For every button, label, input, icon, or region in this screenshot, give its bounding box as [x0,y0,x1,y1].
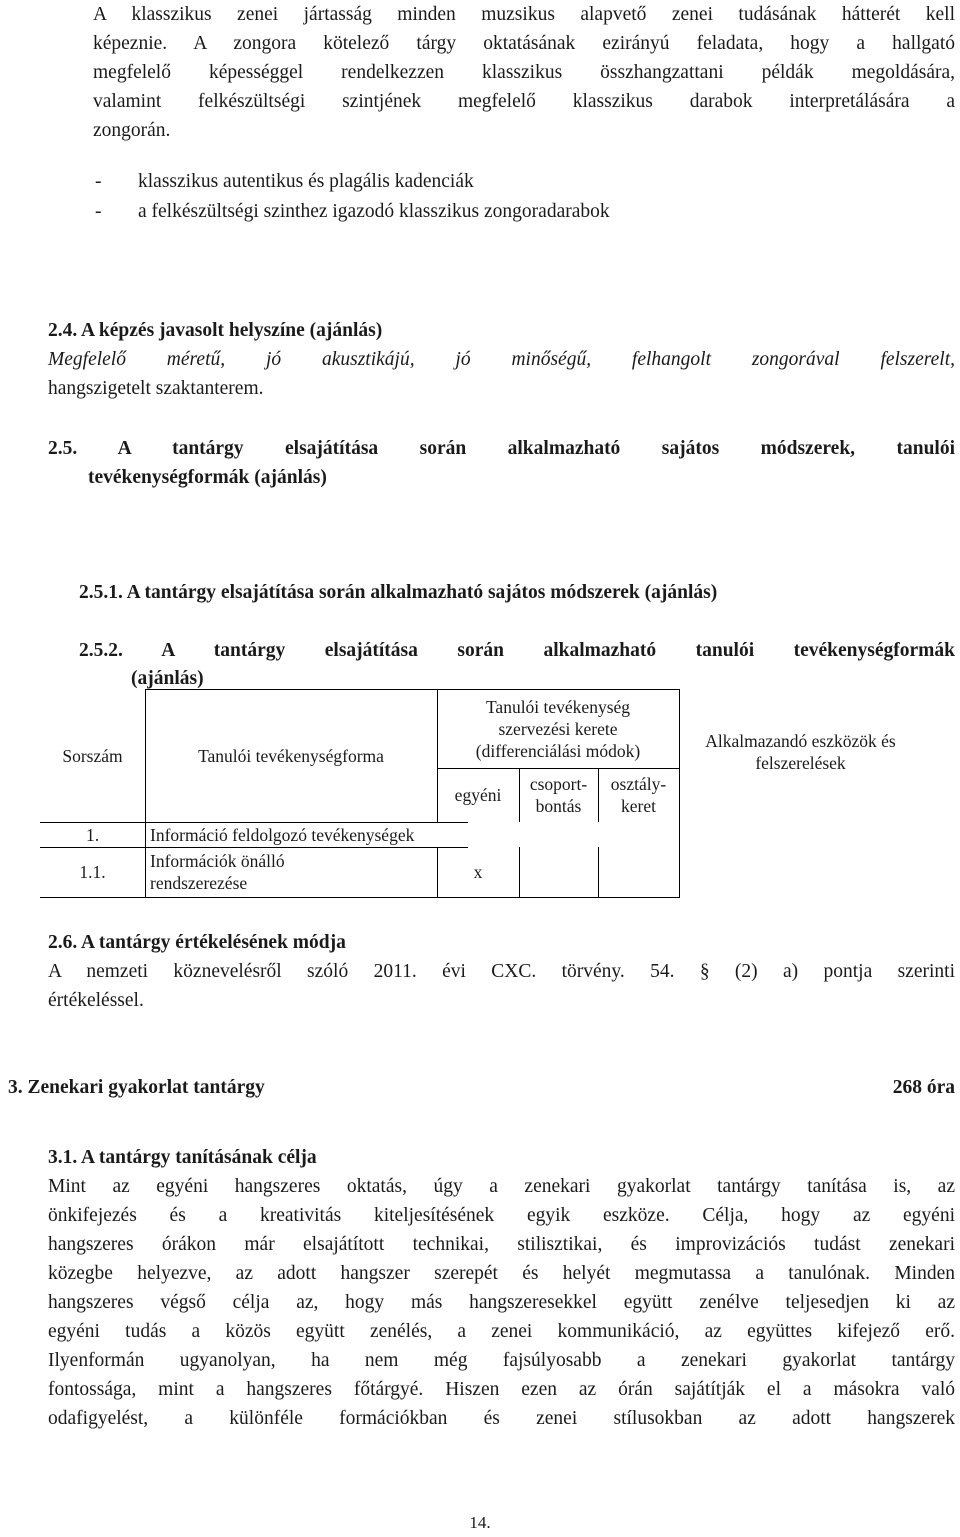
table-border [40,897,680,898]
row-number: 1. [85,824,100,845]
section-2-6-text: A nemzeti köznevelésről szóló 2011. évi CXC. törvény. 54. § (2) a) pontja szerinti [48,961,955,982]
list-dash: - [95,201,102,222]
paragraph-line: Mint az egyéni hangszeres oktatás, úgy a zenekari gyakorlat tantárgy tanítása is, az [48,1176,955,1197]
list-item [95,201,610,223]
header-sorszam: Sorszám [62,745,123,766]
paragraph-line: önkifejezés és a kreativitás kiteljesítésének egyik eszköze. Célja, hogy az egyéni [48,1205,955,1226]
table-border [598,847,599,897]
intro-line: A klasszikus zenei jártasság minden muzsikus alapvető zenei tudásának hátterét kell [93,4,955,25]
section-2-5-heading: tevékenységformák (ajánlás) [88,467,327,488]
list-text: a felkészültségi szinthez igazodó klasszikus zongoradarabok [138,201,610,222]
header-text: keret [621,796,656,816]
section-2-5-2-heading: 2.5.2. A tantárgy elsajátítása során alkalmazható tanulói tevékenységformák [79,640,955,661]
header-text: szervezési kerete [498,719,618,739]
section-2-4-heading: 2.4. A képzés javasolt helyszíne (ajánlás) [48,320,383,341]
paragraph-line: közegbe helyezve, az adott hangszer szerepét és helyét megmutassa a tanulónak. Minden [48,1263,955,1284]
header-text: bontás [535,796,582,816]
section-2-5-heading: 2.5. A tantárgy elsajátítása során alkalmazható sajátos módszerek, tanulói [48,438,955,459]
header-organization-frame [437,690,679,768]
section-2-6-heading: 2.6. A tantárgy értékelésének módja [48,932,346,953]
row-text: rendszerezése [150,873,248,893]
header-egyeni: egyéni [454,785,502,805]
header-text: csoport- [529,774,588,794]
section-2-4-text: hangszigetelt szaktanterem. [48,378,264,399]
section-3-hours: 268 óra [892,1077,955,1098]
page-number: 14. [469,1513,491,1532]
paragraph-line: egyéni tudás a közös együtt zenélés, a zenei kommunikáció, az együttes kifejező erő. [48,1321,955,1342]
section-2-5-1-heading: 2.5.1. A tantárgy elsajátítása során alkalmazható sajátos módszerek (ajánlás) [79,582,718,603]
section-2-5-2-heading: (ajánlás) [131,668,204,689]
row-text: Információk önálló [150,851,285,871]
header-osztalykeret [598,768,679,822]
paragraph-line: fontossága, mint a hangszeres főtárgyé. Hiszen ezen az órán sajátítják el a másokra való [48,1379,955,1400]
header-text: (differenciálási módok) [475,741,641,761]
intro-line: megfelelő képességgel rendelkezzen klasszikus összhangzattani példák megoldására, [93,62,955,83]
row-category: Információ feldolgozó tevékenységek [150,824,415,845]
header-csoportbontas [519,768,598,822]
intro-line: képeznie. A zongora kötelező tárgy oktatásának ezirányú feladata, hogy a hallgató [93,33,955,54]
paragraph-line: hangszeres végső célja az, hogy más hangszeresekkel együtt zenélve teljesedjen ki az [48,1292,955,1313]
section-3-heading: 3. Zenekari gyakorlat tantárgy [8,1077,265,1098]
row-activity [150,847,437,897]
intro-line: valamint felkészültségi szintjének megfelelő klasszikus darabok interpretálására a [93,91,955,112]
list-text: klasszikus autentikus és plagális kadenciák [138,171,474,192]
intro-line: zongorán. [93,120,171,141]
header-activity-form: Tanulói tevékenységforma [198,745,384,766]
table-border [519,847,520,897]
paragraph-line: hangszeres órákon már elsajátított technikai, stilisztikai, és improvizációs tudást zenekari [48,1234,955,1255]
header-text: Alkalmazandó eszközök és [705,731,896,751]
paragraph-line: odafigyelést, a különféle formációkban és zenei stílusokban az adott hangszerek [48,1408,955,1429]
table-border [679,689,680,897]
row-egyeni-mark: x [473,862,483,882]
list-dash: - [95,171,102,192]
row-number: 1.1. [79,862,106,882]
section-2-4-text: Megfelelő méretű, jó akusztikájú, jó minőségű, felhangolt zongorával felszerelt, [48,349,955,370]
header-eszkozok [679,722,922,782]
header-text: Tanulói tevékenység [485,697,631,717]
section-2-6-text: értékeléssel. [48,990,144,1011]
header-text: osztály- [610,774,667,794]
header-text: felszerelések [755,753,846,773]
paragraph-line: Ilyenformán ugyanolyan, ha nem még fajsúlyosabb a zenekari gyakorlat tantárgy [48,1350,955,1371]
section-3-1-heading: 3.1. A tantárgy tanításának célja [48,1147,317,1168]
list-item [95,171,474,193]
